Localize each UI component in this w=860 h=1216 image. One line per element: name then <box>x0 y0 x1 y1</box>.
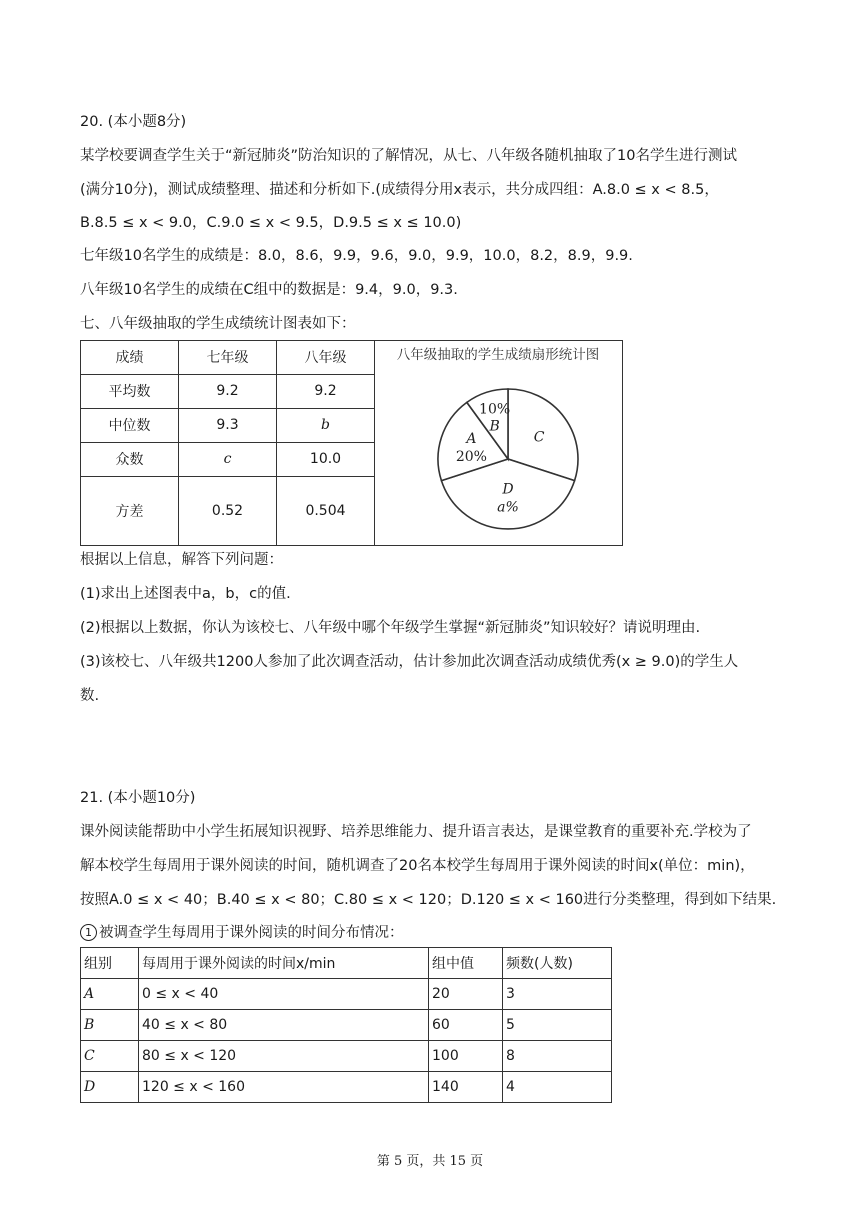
q20-paragraph-3: B.8.5 ≤ x < 9.0，C.9.0 ≤ x < 9.5，D.9.5 ≤ x ≤ 10.0) <box>80 215 462 231</box>
q20-grade8-c-group: 八年级10名学生的成绩在C组中的数据是：9.4，9.0，9.3. <box>80 282 458 298</box>
q20-question-2: (2)根据以上数据，你认为该校七、八年级中哪个年级学生掌握“新冠肺炎”知识较好？请说明理由. <box>80 620 701 636</box>
table-cell: 9.2 <box>277 374 375 408</box>
pie-label-B: B <box>489 418 500 435</box>
q20-question-3-cont: 数. <box>80 688 100 704</box>
q20-table-caption: 七、八年级抽取的学生成绩统计图表如下： <box>80 316 356 332</box>
table-cell: 平均数 <box>81 374 179 408</box>
q20-grade7-scores: 七年级10名学生的成绩是：8.0，8.6，9.9，9.6，9.0，9.9，10.0，8.2，8.9，9.9. <box>80 248 633 264</box>
q20-instruction: 根据以上信息，解答下列问题： <box>80 552 283 568</box>
table-cell <box>81 1010 139 1041</box>
q20-stats-table <box>80 340 623 546</box>
circled-number: 1 <box>80 924 97 941</box>
table-cell: 60 <box>429 1010 503 1041</box>
table-cell: 0.52 <box>179 476 277 545</box>
table-cell: 0 ≤ x < 40 <box>139 979 429 1010</box>
table-cell <box>81 1041 139 1072</box>
table-cell: 方差 <box>81 476 179 545</box>
pie-label-D: D <box>502 481 514 498</box>
q20-question-1: (1)求出上述图表中a，b，c的值. <box>80 586 291 602</box>
pie-label-A-value: 20% <box>455 449 487 466</box>
table-cell: 10.0 <box>277 442 375 476</box>
table-cell: 0.504 <box>277 476 375 545</box>
table-header: 组中值 <box>429 948 503 979</box>
table-header: 八年级 <box>277 341 375 375</box>
variable-b: b <box>321 417 330 434</box>
table-cell: 80 ≤ x < 120 <box>139 1041 429 1072</box>
table-cell: 5 <box>503 1010 612 1041</box>
table-cell: 9.3 <box>179 408 277 442</box>
variable-c: c <box>223 451 232 468</box>
q21-paragraph-2: 解本校学生每周用于课外阅读的时间，随机调查了20名本校学生每周用于课外阅读的时间x(单位：min)， <box>80 858 755 874</box>
table-header: 成绩 <box>81 341 179 375</box>
q21-table-caption <box>80 923 404 943</box>
table-cell: 20 <box>429 979 503 1010</box>
q20-question-3: (3)该校七、八年级共1200人参加了此次调查活动，估计参加此次调查活动成绩优秀(x ≥ 9.0)的学生人 <box>80 654 739 670</box>
table-cell: 4 <box>503 1072 612 1103</box>
pie-chart-cell <box>375 341 623 546</box>
table-cell: 3 <box>503 979 612 1010</box>
table-cell <box>277 408 375 442</box>
group-label: B <box>84 1017 95 1033</box>
page-footer: 第 5 页，共 15 页 <box>376 1154 484 1169</box>
table-cell: 140 <box>429 1072 503 1103</box>
q21-header: 21. (本小题10分) <box>80 790 196 806</box>
q21-paragraph-3: 按照A.0 ≤ x < 40；B.40 ≤ x < 80；C.80 ≤ x < 120；D.120 ≤ x < 160进行分类整理，得到如下结果. <box>80 892 777 908</box>
table-header: 七年级 <box>179 341 277 375</box>
pie-chart <box>375 341 622 541</box>
q21-caption-text: 被调查学生每周用于课外阅读的时间分布情况： <box>99 925 404 941</box>
table-header: 组别 <box>81 948 139 979</box>
table-header: 频数(人数) <box>503 948 612 979</box>
table-cell: 100 <box>429 1041 503 1072</box>
q21-paragraph-1: 课外阅读能帮助中小学生拓展知识视野、培养思维能力、提升语言表达，是课堂教育的重要补充.学校为了 <box>80 824 752 840</box>
q20-paragraph-1: 某学校要调查学生关于“新冠肺炎”防治知识的了解情况，从七、八年级各随机抽取了10名学生进行测试 <box>80 148 737 164</box>
q20-paragraph-2: (满分10分)，测试成绩整理、描述和分析如下.(成绩得分用x表示，共分成四组：A.8.0 ≤ x < 8.5， <box>80 182 719 198</box>
table-cell <box>81 979 139 1010</box>
group-label: C <box>84 1048 95 1064</box>
pie-label-B-value: 10% <box>479 401 511 418</box>
group-label: A <box>84 986 95 1002</box>
pie-label-D-value: a% <box>497 499 519 516</box>
table-cell <box>179 442 277 476</box>
table-header: 每周用于课外阅读的时间x/min <box>139 948 429 979</box>
table-cell: 9.2 <box>179 374 277 408</box>
group-label: D <box>84 1079 96 1095</box>
table-cell: 40 ≤ x < 80 <box>139 1010 429 1041</box>
q21-distribution-table <box>80 947 612 1103</box>
pie-label-C: C <box>533 429 545 446</box>
table-cell: 8 <box>503 1041 612 1072</box>
table-cell: 中位数 <box>81 408 179 442</box>
q20-header: 20. (本小题8分) <box>80 114 187 130</box>
pie-label-A: A <box>466 431 477 448</box>
table-cell: 120 ≤ x < 160 <box>139 1072 429 1103</box>
pie-chart-title: 八年级抽取的学生成绩扇形统计图 <box>396 347 600 363</box>
table-cell: 众数 <box>81 442 179 476</box>
table-cell <box>81 1072 139 1103</box>
